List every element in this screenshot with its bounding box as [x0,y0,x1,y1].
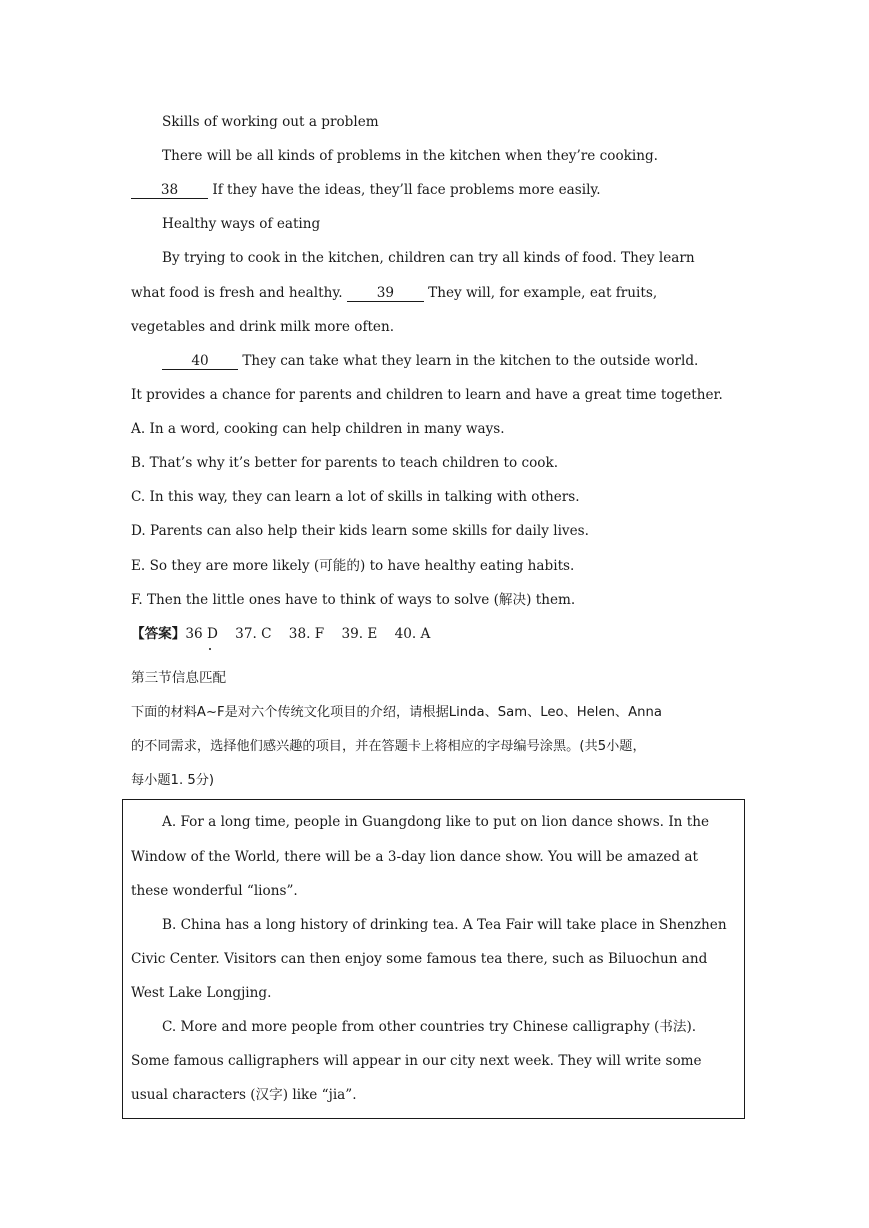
item-b-line: B. China has a long history of drinking tea. A Tea Fair will take place in Shenzhen [162,917,727,933]
emphasis-dot [209,648,211,650]
option-c: C. In this way, they can learn a lot of skills in talking with others. [131,489,580,505]
item-c-line: C. More and more people from other countries try Chinese calligraphy (书法). [162,1019,697,1035]
item-a-line: Window of the World, there will be a 3-day lion dance show. You will be amazed at [131,849,698,865]
section-heading-healthy: Healthy ways of eating [162,216,321,232]
blank-40[interactable]: 40 [162,354,238,370]
paragraph-text: They can take what they learn in the kitchen to the outside world. [238,353,699,369]
blank-38[interactable]: 38 [131,183,208,199]
answer-line [131,625,430,643]
section-title: 第三节信息匹配 [131,670,227,686]
option-e: E. So they are more likely (可能的) to have healthy eating habits. [131,558,575,574]
item-a-line: these wonderful “lions”. [131,883,298,899]
paragraph-text: If they have the ideas, they’ll face problems more easily. [208,182,601,198]
paragraph-line: There will be all kinds of problems in the kitchen when they’re cooking. [162,148,658,164]
blank-39[interactable]: 39 [347,286,424,302]
paragraph-line [131,181,601,199]
instruction-line: 下面的材料A~F是对六个传统文化项目的介绍，请根据Linda、Sam、Leo、Helen、Anna [131,705,662,720]
option-d: D. Parents can also help their kids learn some skills for daily lives. [131,523,589,539]
paragraph-text: They will, for example, eat fruits, [423,285,658,301]
answer-text: 36 D 37. C 38. F 39. E 40. A [185,626,431,642]
paragraph-line: By trying to cook in the kitchen, children can try all kinds of food. They learn [162,250,695,266]
paragraph-line [162,352,698,370]
paragraph-text: what food is fresh and healthy. [131,285,347,301]
instruction-line: 每小题1. 5分) [131,773,215,788]
paragraph-line: vegetables and drink milk more often. [131,319,395,335]
paragraph-line: It provides a chance for parents and children to learn and have a great time together. [131,387,723,403]
option-a: A. In a word, cooking can help children in many ways. [131,421,505,437]
section-heading-skills: Skills of working out a problem [162,114,379,130]
answer-label: 【答案】 [131,626,186,642]
paragraph-line [131,284,657,302]
item-b-line: Civic Center. Visitors can then enjoy some famous tea there, such as Biluochun and [131,951,708,967]
option-f: F. Then the little ones have to think of ways to solve (解决) them. [131,592,576,608]
instruction-line: 的不同需求，选择他们感兴趣的项目，并在答题卡上将相应的字母编号涂黑。(共5小题， [131,739,646,754]
item-c-line: usual characters (汉字) like “jia”. [131,1087,357,1103]
item-a-line: A. For a long time, people in Guangdong like to put on lion dance shows. In the [162,814,710,830]
option-b: B. That’s why it’s better for parents to teach children to cook. [131,455,559,471]
item-c-line: Some famous calligraphers will appear in our city next week. They will write some [131,1053,702,1069]
item-b-line: West Lake Longjing. [131,985,272,1001]
